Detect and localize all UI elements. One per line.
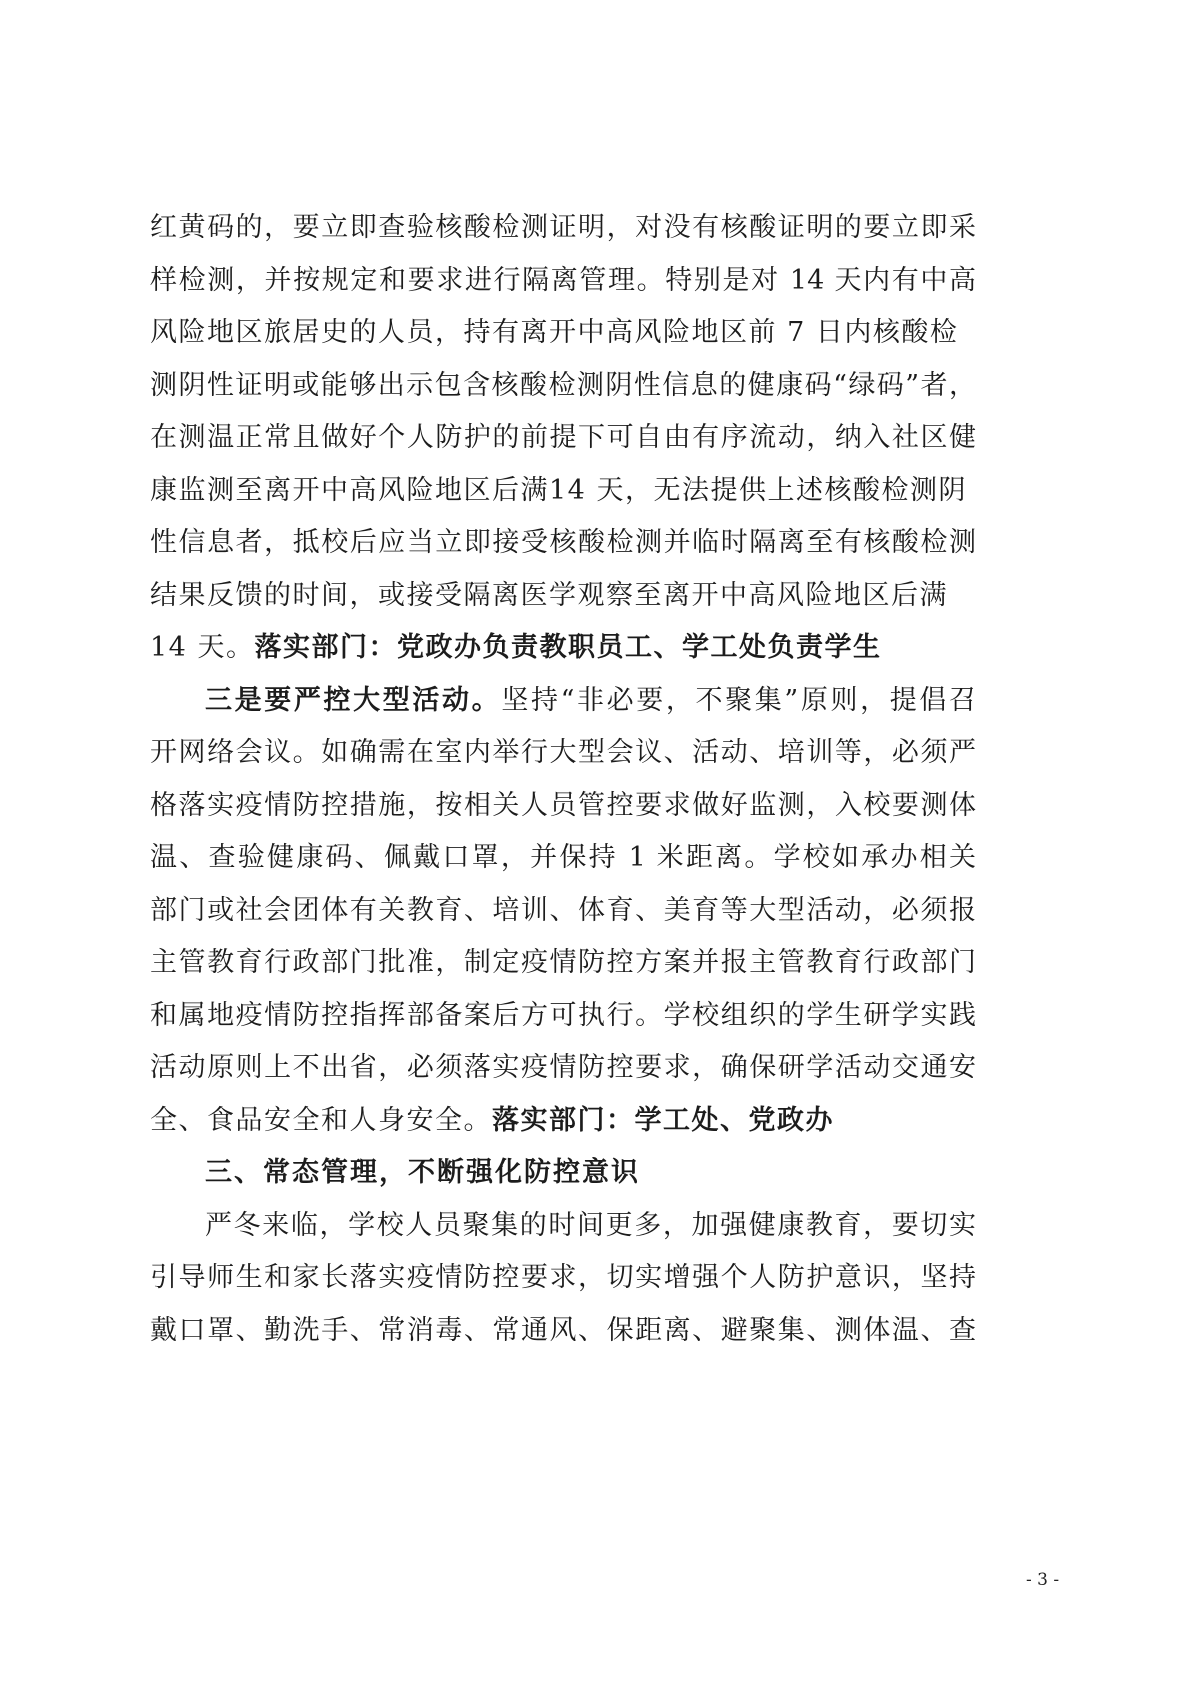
text-line xyxy=(150,1042,976,1095)
text-segment: 全、食品安全和人身安全。 xyxy=(150,1104,492,1136)
text-segment: 测阴性证明或能够出示包含核酸检测阴性信息的健康码“绿码”者， xyxy=(150,369,976,401)
text-segment: 温、查验健康码、佩戴口罩，并保持 1 米距离。学校如承办相关 xyxy=(150,842,976,873)
text-segment: 活动原则上不出省，必须落实疫情防控要求，确保研学活动交通安 xyxy=(150,1052,976,1083)
text-line xyxy=(150,832,976,885)
responsible-department-text: 落实部门：学工处、党政办 xyxy=(492,1104,834,1136)
text-segment: 红黄码的，要立即查验核酸检测证明，对没有核酸证明的要立即采 xyxy=(150,212,976,243)
text-segment: 风险地区旅居史的人员，持有离开中高风险地区前 7 日内核酸检 xyxy=(150,317,959,348)
text-line xyxy=(150,412,976,465)
text-line xyxy=(150,465,976,518)
text-line xyxy=(150,202,976,255)
text-segment: 戴口罩、勤洗手、常消毒、常通风、保距离、避聚集、测体温、查 xyxy=(150,1314,976,1346)
text-segment: 样检测，并按规定和要求进行隔离管理。特别是对 14 天内有中高 xyxy=(150,264,976,296)
text-line xyxy=(150,937,976,990)
section-heading xyxy=(150,1147,976,1200)
body-text xyxy=(150,202,976,1357)
text-line xyxy=(150,990,976,1043)
text-segment: 开网络会议。如确需在室内举行大型会议、活动、培训等，必须严 xyxy=(150,737,976,768)
text-segment: 主管教育行政部门批准，制定疫情防控方案并报主管教育行政部门 xyxy=(150,947,976,978)
text-line xyxy=(150,1305,976,1358)
responsible-department-text: 落实部门：党政办负责教职员工、学工处负责学生 xyxy=(254,632,882,663)
text-line xyxy=(150,727,976,780)
paragraph-lead-text: 三是要严控大型活动。 xyxy=(205,684,502,716)
text-segment: 14 天。 xyxy=(150,632,255,663)
text-line xyxy=(150,517,976,570)
text-line xyxy=(150,622,976,675)
text-line xyxy=(150,1095,976,1148)
page-number: - 3 - xyxy=(1026,1570,1060,1590)
text-segment: 格落实疫情防控措施，按相关人员管控要求做好监测，入校要测体 xyxy=(150,789,976,821)
text-segment: 性信息者，抵校后应当立即接受核酸检测并临时隔离至有核酸检测 xyxy=(150,527,976,558)
text-segment: 坚持“非必要，不聚集”原则，提倡召 xyxy=(501,684,977,716)
paragraph-first-line xyxy=(150,675,976,728)
text-line xyxy=(150,885,976,938)
text-segment: 结果反馈的时间，或接受隔离医学观察至离开中高风险地区后满 xyxy=(150,579,948,611)
text-segment: 和属地疫情防控指挥部备案后方可执行。学校组织的学生研学实践 xyxy=(150,999,976,1031)
paragraph-first-line xyxy=(150,1200,976,1253)
text-segment: 引导师生和家长落实疫情防控要求，切实增强个人防护意识，坚持 xyxy=(150,1262,976,1293)
text-segment: 部门或社会团体有关教育、培训、体育、美育等大型活动，必须报 xyxy=(150,894,976,926)
text-segment: 康监测至离开中高风险地区后满14 天，无法提供上述核酸检测阴 xyxy=(150,474,967,506)
text-line xyxy=(150,360,976,413)
text-line xyxy=(150,1252,976,1305)
text-line xyxy=(150,780,976,833)
text-line xyxy=(150,255,976,308)
section-heading-text: 三、常态管理，不断强化防控意识 xyxy=(205,1157,640,1188)
text-line xyxy=(150,307,976,360)
text-segment: 在测温正常且做好个人防护的前提下可自由有序流动，纳入社区健 xyxy=(150,422,976,453)
text-line xyxy=(150,570,976,623)
text-segment: 严冬来临，学校人员聚集的时间更多，加强健康教育，要切实 xyxy=(205,1209,976,1241)
